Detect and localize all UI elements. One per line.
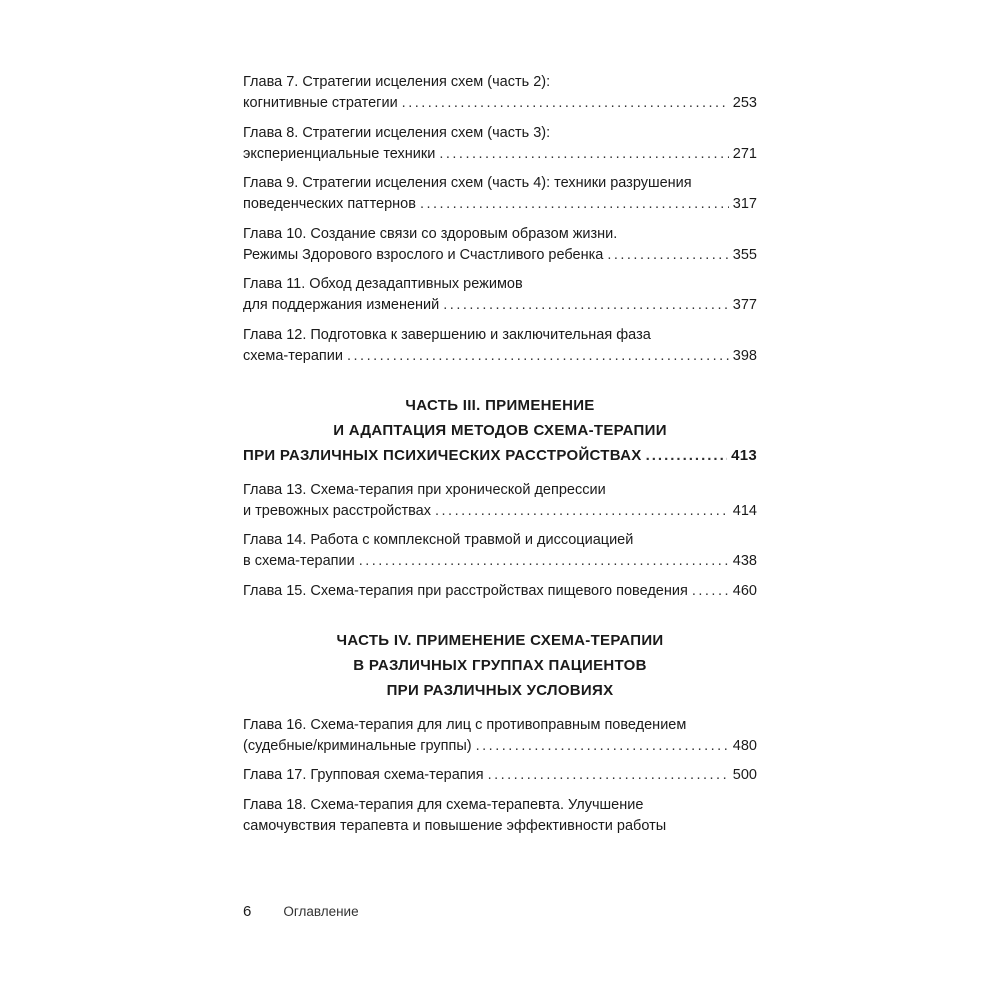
toc-entry-text: для поддержания изменений <box>243 297 440 313</box>
toc-entry-text: в схема-терапии <box>243 553 355 569</box>
page-number: 413 <box>731 446 757 464</box>
toc-entry-text: Глава 8. Стратегии исцеления схем (часть 3): <box>243 124 551 141</box>
toc-entry-chapter-18[interactable] <box>243 795 757 837</box>
page-number: 317 <box>732 196 757 212</box>
toc-entry-text: Режимы Здорового взрослого и Счастливого ребенка <box>243 246 604 263</box>
dot-leader <box>443 295 729 316</box>
part-heading-line: ПРИ РАЗЛИЧНЫХ УСЛОВИЯХ <box>386 681 614 699</box>
toc-entry-text: (судебные/криминальные группы) <box>243 737 472 754</box>
toc-entry-text: Глава 16. Схема-терапия для лиц с противоправным поведением <box>243 716 687 733</box>
toc-entry-text: Глава 14. Работа с комплексной травмой и диссоциацией <box>243 532 634 548</box>
page-number: 271 <box>732 145 757 162</box>
toc-entry-chapter-11[interactable] <box>243 274 757 316</box>
dot-leader <box>692 581 729 602</box>
dot-leader <box>607 245 728 266</box>
part-heading-line: В РАЗЛИЧНЫХ ГРУППАХ ПАЦИЕНТОВ <box>353 656 647 674</box>
dot-leader <box>476 736 729 757</box>
footer-page-number: 6 <box>243 903 252 920</box>
dot-leader <box>359 551 729 572</box>
part-4-heading[interactable] <box>243 628 757 703</box>
toc-entry-text: Глава 12. Подготовка к завершению и заключительная фаза <box>243 326 651 343</box>
toc-entry-text: экспериенциальные техники <box>243 145 436 162</box>
part-heading-line: ПРИ РАЗЛИЧНЫХ ПСИХИЧЕСКИХ РАССТРОЙСТВАХ <box>243 446 642 464</box>
page-footer <box>243 903 359 920</box>
toc-entry-chapter-8[interactable] <box>243 123 757 165</box>
toc-entry-text: и тревожных расстройствах <box>243 502 431 519</box>
toc-entry-text: Глава 15. Схема-терапия при расстройствах пищевого поведения <box>243 582 688 599</box>
toc-page <box>243 72 757 845</box>
toc-entry-text: самочувствия терапевта и повышение эффективности работы <box>243 817 667 834</box>
toc-entry-chapter-12[interactable] <box>243 325 757 367</box>
dot-leader <box>347 346 729 367</box>
part-heading-line: И АДАПТАЦИЯ МЕТОДОВ СХЕМА-ТЕРАПИИ <box>333 421 667 439</box>
toc-entry-chapter-17[interactable] <box>243 765 757 786</box>
page-number: 253 <box>732 95 757 111</box>
toc-entry-text: Глава 7. Стратегии исцеления схем (часть 2): <box>243 74 551 90</box>
toc-entry-chapter-15[interactable] <box>243 581 757 602</box>
toc-entry-text: поведенческих паттернов <box>243 196 416 212</box>
toc-entry-text: Глава 9. Стратегии исцеления схем (часть 4): техники разрушения <box>243 175 692 191</box>
page-number: 480 <box>732 737 757 754</box>
dot-leader <box>435 501 729 522</box>
part-heading-line: ЧАСТЬ IV. ПРИМЕНЕНИЕ СХЕМА-ТЕРАПИИ <box>336 631 664 649</box>
toc-entry-chapter-16[interactable] <box>243 715 757 757</box>
dot-leader <box>646 443 727 468</box>
dot-leader <box>439 144 728 165</box>
toc-entry-text: Глава 13. Схема-терапия при хронической депрессии <box>243 481 606 498</box>
footer-section-title: Оглавление <box>283 904 359 919</box>
part-3-heading[interactable] <box>243 393 757 468</box>
toc-entry-text: Глава 11. Обход дезадаптивных режимов <box>243 276 523 292</box>
toc-entry-text: когнитивные стратегии <box>243 95 398 111</box>
part-heading-line: ЧАСТЬ III. ПРИМЕНЕНИЕ <box>405 396 595 414</box>
dot-leader <box>488 765 729 786</box>
toc-entry-text: Глава 18. Схема-терапия для схема-терапевта. Улучшение <box>243 796 644 813</box>
page-number: 355 <box>732 246 757 263</box>
dot-leader <box>402 93 729 114</box>
page-number: 414 <box>732 502 757 519</box>
toc-entry-chapter-10[interactable] <box>243 224 757 266</box>
dot-leader <box>420 194 729 215</box>
toc-entry-chapter-14[interactable] <box>243 530 757 572</box>
toc-entry-text: Глава 17. Групповая схема-терапия <box>243 767 484 783</box>
toc-entry-text: схема-терапии <box>243 347 343 364</box>
page-number: 438 <box>732 553 757 569</box>
toc-entry-chapter-7[interactable] <box>243 72 757 114</box>
toc-entry-chapter-13[interactable] <box>243 480 757 522</box>
toc-entry-text: Глава 10. Создание связи со здоровым образом жизни. <box>243 225 618 242</box>
toc-entry-chapter-9[interactable] <box>243 173 757 215</box>
page-number: 377 <box>732 297 757 313</box>
page-number: 500 <box>732 767 757 783</box>
page-number: 398 <box>732 347 757 364</box>
page-number: 460 <box>732 582 757 599</box>
